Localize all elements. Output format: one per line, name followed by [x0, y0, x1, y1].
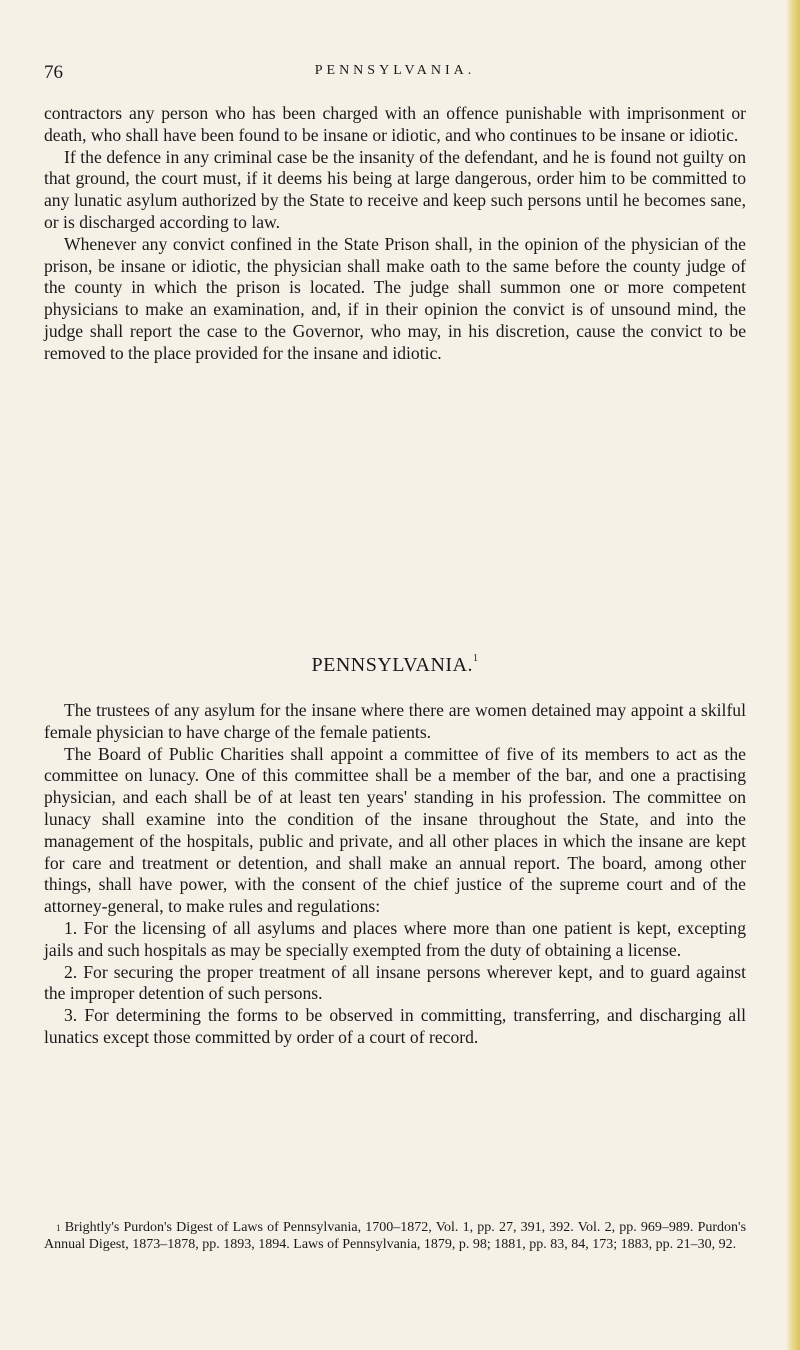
- section-one-body: [44, 103, 746, 365]
- running-head: PENNSYLVANIA.: [314, 63, 476, 78]
- list-item: 3. For determining the forms to be observed in committing, transferring, and discharging all lunatics except those committed by order of a court of record.: [44, 1005, 746, 1047]
- section-title-text: PENNSYLVANIA.: [311, 654, 474, 676]
- paragraph: contractors any person who has been charged with an offence punishable with imprisonment or death, who shall have been found to be insane or idiotic, and who continues to be insane or idiotic.: [44, 103, 746, 145]
- page-edge: [786, 0, 800, 1350]
- list-item: 1. For the licensing of all asylums and places where more than one patient is kept, excepting jails and such hospitals as may be specially exempted from the duty of obtaining a license.: [44, 917, 746, 960]
- paragraph: Whenever any convict confined in the State Prison shall, in the opinion of the physician of the prison, be insane or idiotic, the physician shall make oath to the same before the county judge of the county in which the prison is located. The judge shall summon one or more competent physicians to make an examination, and, if in their opinion the convict is of unsound mind, the judge shall report the case to the Governor, who may, in his discretion, cause the convict to be removed to the place provided for the insane and idiotic.: [44, 233, 746, 363]
- footnote-text: Brightly's Purdon's Digest of Laws of Pennsylvania, 1700–1872, Vol. 1, pp. 27, 391, 392. Vol. 2, pp. 969–989. Purdon's Annual Digest, 1873–1878, pp. 1893, 1894. Laws of Pennsylvania, 1879, p. 98; 1881, pp. 83, 84, 173; 1883, pp. 21–30, 92.: [44, 1220, 747, 1252]
- footnote-reference: 1: [473, 653, 479, 664]
- paragraph: The Board of Public Charities shall appoint a committee of five of its members to act as the committee on lunacy. One of this committee shall be a member of the bar, and one a practising physician, and each shall be of at least ten years' standing in his profession. The committee on lunacy shall examine into the condition of the insane throughout the State, and into the management of the hospitals, public and private, and all other places in which the insane are kept for care and treatment or detention, and shall make an annual report. The board, among other things, shall have power, with the consent of the chief justice of the supreme court and of the attorney-general, to make rules and regulations:: [44, 743, 746, 917]
- footnote: [44, 1220, 746, 1253]
- paragraph: The trustees of any asylum for the insane where there are women detained may appoint a skilful female physician to have charge of the female patients.: [44, 700, 746, 742]
- page-number: 76: [44, 62, 63, 83]
- section-two-body: [44, 700, 746, 1049]
- section-title: [44, 654, 746, 677]
- list-item: 2. For securing the proper treatment of all insane persons wherever kept, and to guard against the improper detention of such persons.: [44, 961, 746, 1004]
- footnote-mark: 1: [56, 1223, 61, 1233]
- paragraph: If the defence in any criminal case be the insanity of the defendant, and he is found not guilty on that ground, the court must, if it deems his being at large dangerous, order him to be committed to any lunatic asylum authorized by the State to receive and keep such persons until he becomes sane, or is discharged according to law.: [44, 146, 746, 232]
- page-header: [44, 62, 746, 86]
